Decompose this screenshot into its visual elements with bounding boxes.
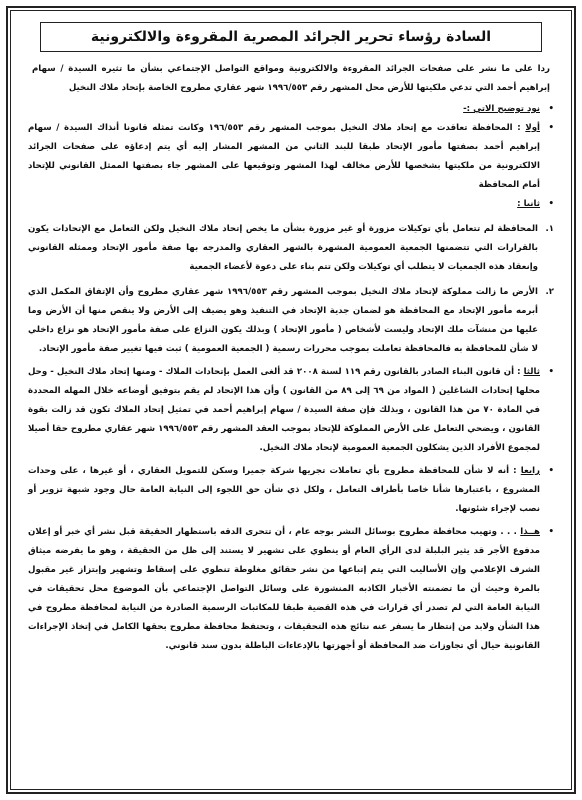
document-title: السادة رؤساء تحرير الجرائد المصرية المقروءة والالكترونية xyxy=(40,22,542,52)
item-text: المحافظة لم تتعامل بأي توكيلات مزورة أو غير مزورة بشأن ما يخص إتحاد ملاك النخيل ولكن التعامل مع الإتحادات يكون بالقرارات التي تتضمنها الجمعية العمومية المشهرة بالشهر العقاري والمدرجه بها صفة مأمور الإتحاد وممثله القانوني وإنعقاد هذه الجمعيات لا يتطلب أي توكيلات ولكن تتم بناء على دعوة لأعضاء الجمعية xyxy=(28,224,538,272)
section-heading: هــذا xyxy=(520,527,540,537)
section-heading: ثانيا : xyxy=(517,199,540,209)
section-text: : المحافظة تعاقدت مع إتحاد ملاك النخيل بموجب المشهر رقم ١٩٦/٥٥٣ وكانت تمثله قانونا أنذاك السيدة / سهام إبراهيم أحمد بصفتها مأمور الإتحاد طبقا للبند الثاني من المشهر المشار إليه أي يتم إدعاؤه على صفحات الجرائد الالكترونية من ملكيتها بشخصها للأرض مخالف لهذا المشهر وتوقيعها على المشهر جاء بصفتها الممثل القانوني للإتحاد أمام المحافظة xyxy=(28,123,540,190)
section-heading: نود توضيح الاتي :- xyxy=(463,104,540,114)
bullet-icon: • xyxy=(548,199,554,209)
section-text: . . . وتهيب محافظة مطروح بوسائل النشر بوجه عام ، أن تتحرى الدقه باستظهار الحقيقة قبل نشر أي خبر أو إعلان مدفوع الأجر قد يثير البلبلة لدى الرأي العام أو ينطوي على تشهير لا يستند إلى ظل من الحقيقة ، وهو ما يفرضه ميثاق الشرف الإعلامي وإن الأساليب التي يتم إتباعها من نشر حقائق مغلوطة تنطوي على إسقاط وتشهير وإبتزاز غير مقبول بالمرة وحيث أن ما تضمنته الأخبار الكاذبه المنشورة على وسائل التواصل الإجتماعي بأن الموضوع محل تحقيقات في النيابة العامة التي لم تصدر أي قرارات في هذه القضية طبقا للمكاتبات الرسمية الصادرة من النيابة لمحافظة مطروح في هذا الشأن ولابد من إنتظار ما يسفر عنه نتائج هذه التحقيقات ، وتحتفظ محافظة مطروح بحقها الكامل في إتخاذ الإجراءات القانونية حيال أي تجاوزات ضد المحافظة أو أجهزتها بالإدعاءات الباطلة بدون سند قانوني. xyxy=(28,527,540,651)
item-text: الأرض ما زالت مملوكة لإتحاد ملاك النخيل بموجب المشهر رقم ١٩٩٦/٥٥٣ شهر عقاري مطروح وأن الإتفاق المكمل الذي أبرمه مأمور الإتحاد مع المحافظة هو لضمان جدية الإتحاد في التنفيذ وهو يضيف إلى الأرض ولا ينقص منها أن الأرض وما عليها من منشآت ملك الإتحاد وليست لأشخاص ( مأمور الإتحاد ) وبذلك يكون النزاع على صفة مأمور الإتحاد هو نزاع داخلي لا شأن للمحافظة به فالمحافظة تعاملت بموجب محررات رسمية ( الجمعية العمومية ) ثبت فيها تغيير صفة مأمور الإتحاد. xyxy=(28,287,538,354)
numbered-item-2 xyxy=(28,283,554,359)
item-number: ١. xyxy=(545,224,554,234)
document-body xyxy=(28,60,554,780)
section-heading: رابعا xyxy=(520,466,540,476)
bullet-icon: • xyxy=(548,466,554,476)
bullet-third xyxy=(28,363,554,458)
bullet-icon: • xyxy=(548,367,554,377)
section-heading: ثالثا xyxy=(523,367,540,377)
section-text: : أنه لا شأن للمحافظة مطروح بأي تعاملات تجريها شركة جميرا وسكن للتمويل العقاري ، أو غيرها ، على وحدات المشروع ، باعتبارها شأنا خاصا بأطراف التعامل ، ولكل ذي شأن حق اللجوء إلى النيابة العامة حال وجود شبهة تزوير أو نصب لإجراء شئونها. xyxy=(28,466,540,514)
section-heading: أولا xyxy=(525,123,540,133)
item-number: ٢. xyxy=(545,287,554,297)
bullet-second xyxy=(28,195,554,214)
bullet-closing xyxy=(28,523,554,656)
bullet-first xyxy=(28,119,554,195)
section-text: : أن قانون البناء الصادر بالقانون رقم ١١٩ لسنة ٢٠٠٨ قد ألغى العمل بإتحادات الملاك - ومنها إتحاد ملاك النخيل - وحل محلها إتحادات الشاغلين ( المواد من ٦٩ إلى ٨٩ من القانون ) وأن هذا الإتحاد لم يقم بتوفيق أوضاعه خلال المهله المحددة في المادة ٧٠ من هذا القانون ، وبذلك فإن صفة السيدة / سهام إبراهيم أحمد في تمثيل إتحاد الملاك تكون قد زالت بقوة القانون ، ويضحي التعامل على الأرض المملوكة للإتحاد بموجب العقد المشهر رقم ١٩٩٦/٥٥٣ شهر عقاري مطروح حقا أصيلا لمجموع الأفراد الذين يشكلون الجمعية العمومية لإتحاد ملاك النخيل. xyxy=(28,367,540,453)
bullet-icon: • xyxy=(548,104,554,114)
bullet-intro xyxy=(28,100,554,119)
intro-paragraph: ردا على ما نشر على صفحات الجرائد المقروءة والالكترونية ومواقع التواصل الإجتماعي بشأن ما تثيره السيدة / سهام إبراهيم أحمد التي تدعي ملكيتها للأرض محل المشهر رقم ١٩٩٦/٥٥٣ شهر عقاري مطروح الخاصة بإتحاد ملاك النخيل xyxy=(32,64,550,93)
bullet-icon: • xyxy=(548,527,554,537)
bullet-icon: • xyxy=(548,123,554,133)
numbered-item-1 xyxy=(28,220,554,277)
bullet-fourth xyxy=(28,462,554,519)
